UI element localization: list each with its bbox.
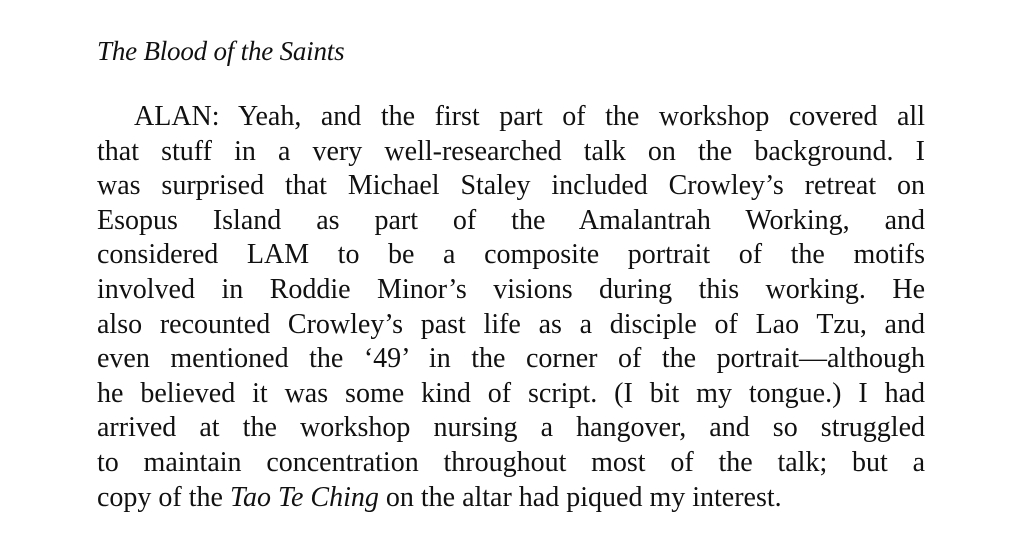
paragraph-line: also recounted Crowley’s past life as a disciple of Lao Tzu, and	[97, 308, 925, 340]
book-title-italic: Tao Te Ching	[229, 481, 379, 513]
paragraph-line: even mentioned the ‘49’ in the corner of the portrait—although	[97, 343, 925, 375]
paragraph-last-line	[97, 481, 925, 516]
paragraph-line: that stuff in a very well-researched talk on the background. I	[97, 135, 925, 167]
paragraph-line: he believed it was some kind of script. (I bit my tongue.) I had	[97, 377, 925, 409]
paragraph-line: ALAN: Yeah, and the first part of the workshop covered all	[134, 101, 925, 132]
last-line-end: on the altar had piqued my interest.	[378, 481, 782, 513]
paragraph-line: Esopus Island as part of the Amalantrah Working, and	[97, 204, 925, 236]
last-line-start: copy of the	[97, 481, 230, 513]
running-head: The Blood of the Saints	[97, 36, 345, 66]
paragraph-line: involved in Roddie Minor’s visions during this working. He	[97, 273, 925, 305]
paragraph-line: considered LAM to be a composite portrait of the motifs	[97, 239, 925, 271]
body-paragraph	[97, 100, 925, 515]
paragraph-line: was surprised that Michael Staley included Crowley’s retreat on	[97, 170, 925, 202]
paragraph-line: arrived at the workshop nursing a hangover, and so struggled	[97, 412, 925, 444]
paragraph-line: to maintain concentration throughout most of the talk; but a	[97, 446, 925, 478]
